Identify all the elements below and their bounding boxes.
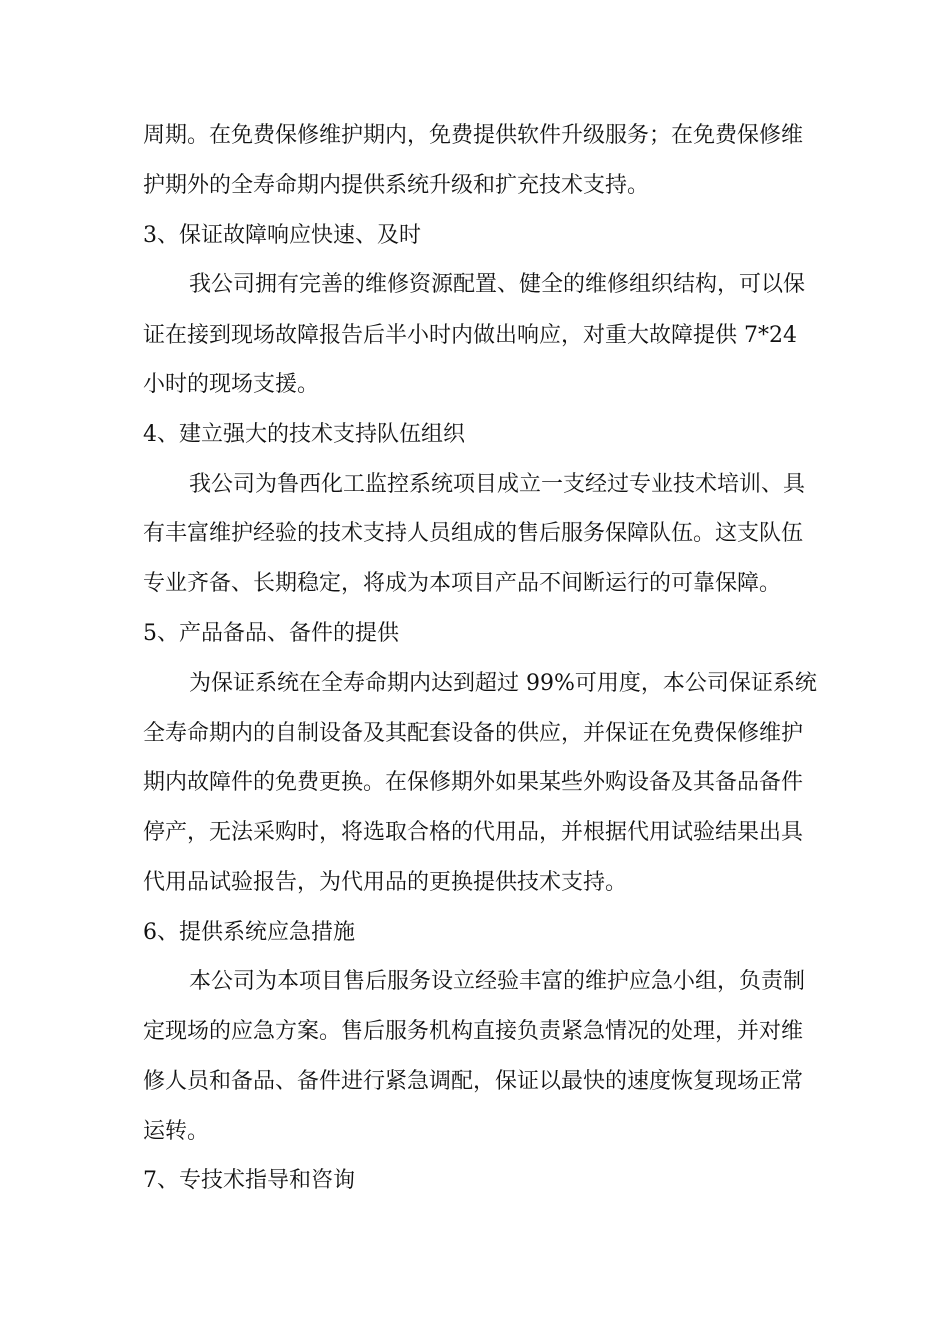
body-text-line: 证在接到现场故障报告后半小时内做出响应，对重大故障提供 7*24: [143, 323, 797, 348]
paragraph-first-line: 我公司拥有完善的维修资源配置、健全的维修组织结构，可以保: [189, 272, 806, 297]
body-text-line: 周期。在免费保修维护期内，免费提供软件升级服务；在免费保修维: [143, 123, 804, 148]
section-heading-7: 7、专技术指导和咨询: [143, 1168, 355, 1193]
paragraph-first-line: 本公司为本项目售后服务设立经验丰富的维护应急小组，负责制: [189, 969, 806, 994]
section-heading-3: 3、保证故障响应快速、及时: [143, 223, 421, 248]
body-text-line: 代用品试验报告，为代用品的更换提供技术支持。: [143, 870, 628, 895]
section-heading-4: 4、建立强大的技术支持队伍组织: [143, 422, 465, 447]
body-text-line: 期内故障件的免费更换。在保修期外如果某些外购设备及其备品备件: [143, 770, 804, 795]
paragraph-first-line: 为保证系统在全寿命期内达到超过 99%可用度，本公司保证系统: [189, 671, 817, 696]
paragraph-first-line: 我公司为鲁西化工监控系统项目成立一支经过专业技术培训、具: [189, 472, 806, 497]
section-heading-5: 5、产品备品、备件的提供: [143, 621, 399, 646]
body-text-line: 护期外的全寿命期内提供系统升级和扩充技术支持。: [143, 173, 650, 198]
section-heading-6: 6、提供系统应急措施: [143, 920, 355, 945]
body-text-line: 停产，无法采购时，将选取合格的代用品，并根据代用试验结果出具: [143, 820, 804, 845]
body-text-line: 运转。: [143, 1119, 210, 1144]
body-text-line: 有丰富维护经验的技术支持人员组成的售后服务保障队伍。这支队伍: [143, 521, 804, 546]
body-text-line: 修人员和备品、备件进行紧急调配，保证以最快的速度恢复现场正常: [143, 1069, 804, 1094]
body-text-line: 全寿命期内的自制设备及其配套设备的供应，并保证在免费保修维护: [143, 721, 804, 746]
body-text-line: 专业齐备、长期稳定，将成为本项目产品不间断运行的可靠保障。: [143, 571, 782, 596]
body-text-line: 定现场的应急方案。售后服务机构直接负责紧急情况的处理，并对维: [143, 1019, 804, 1044]
body-text-line: 小时的现场支援。: [143, 372, 320, 397]
